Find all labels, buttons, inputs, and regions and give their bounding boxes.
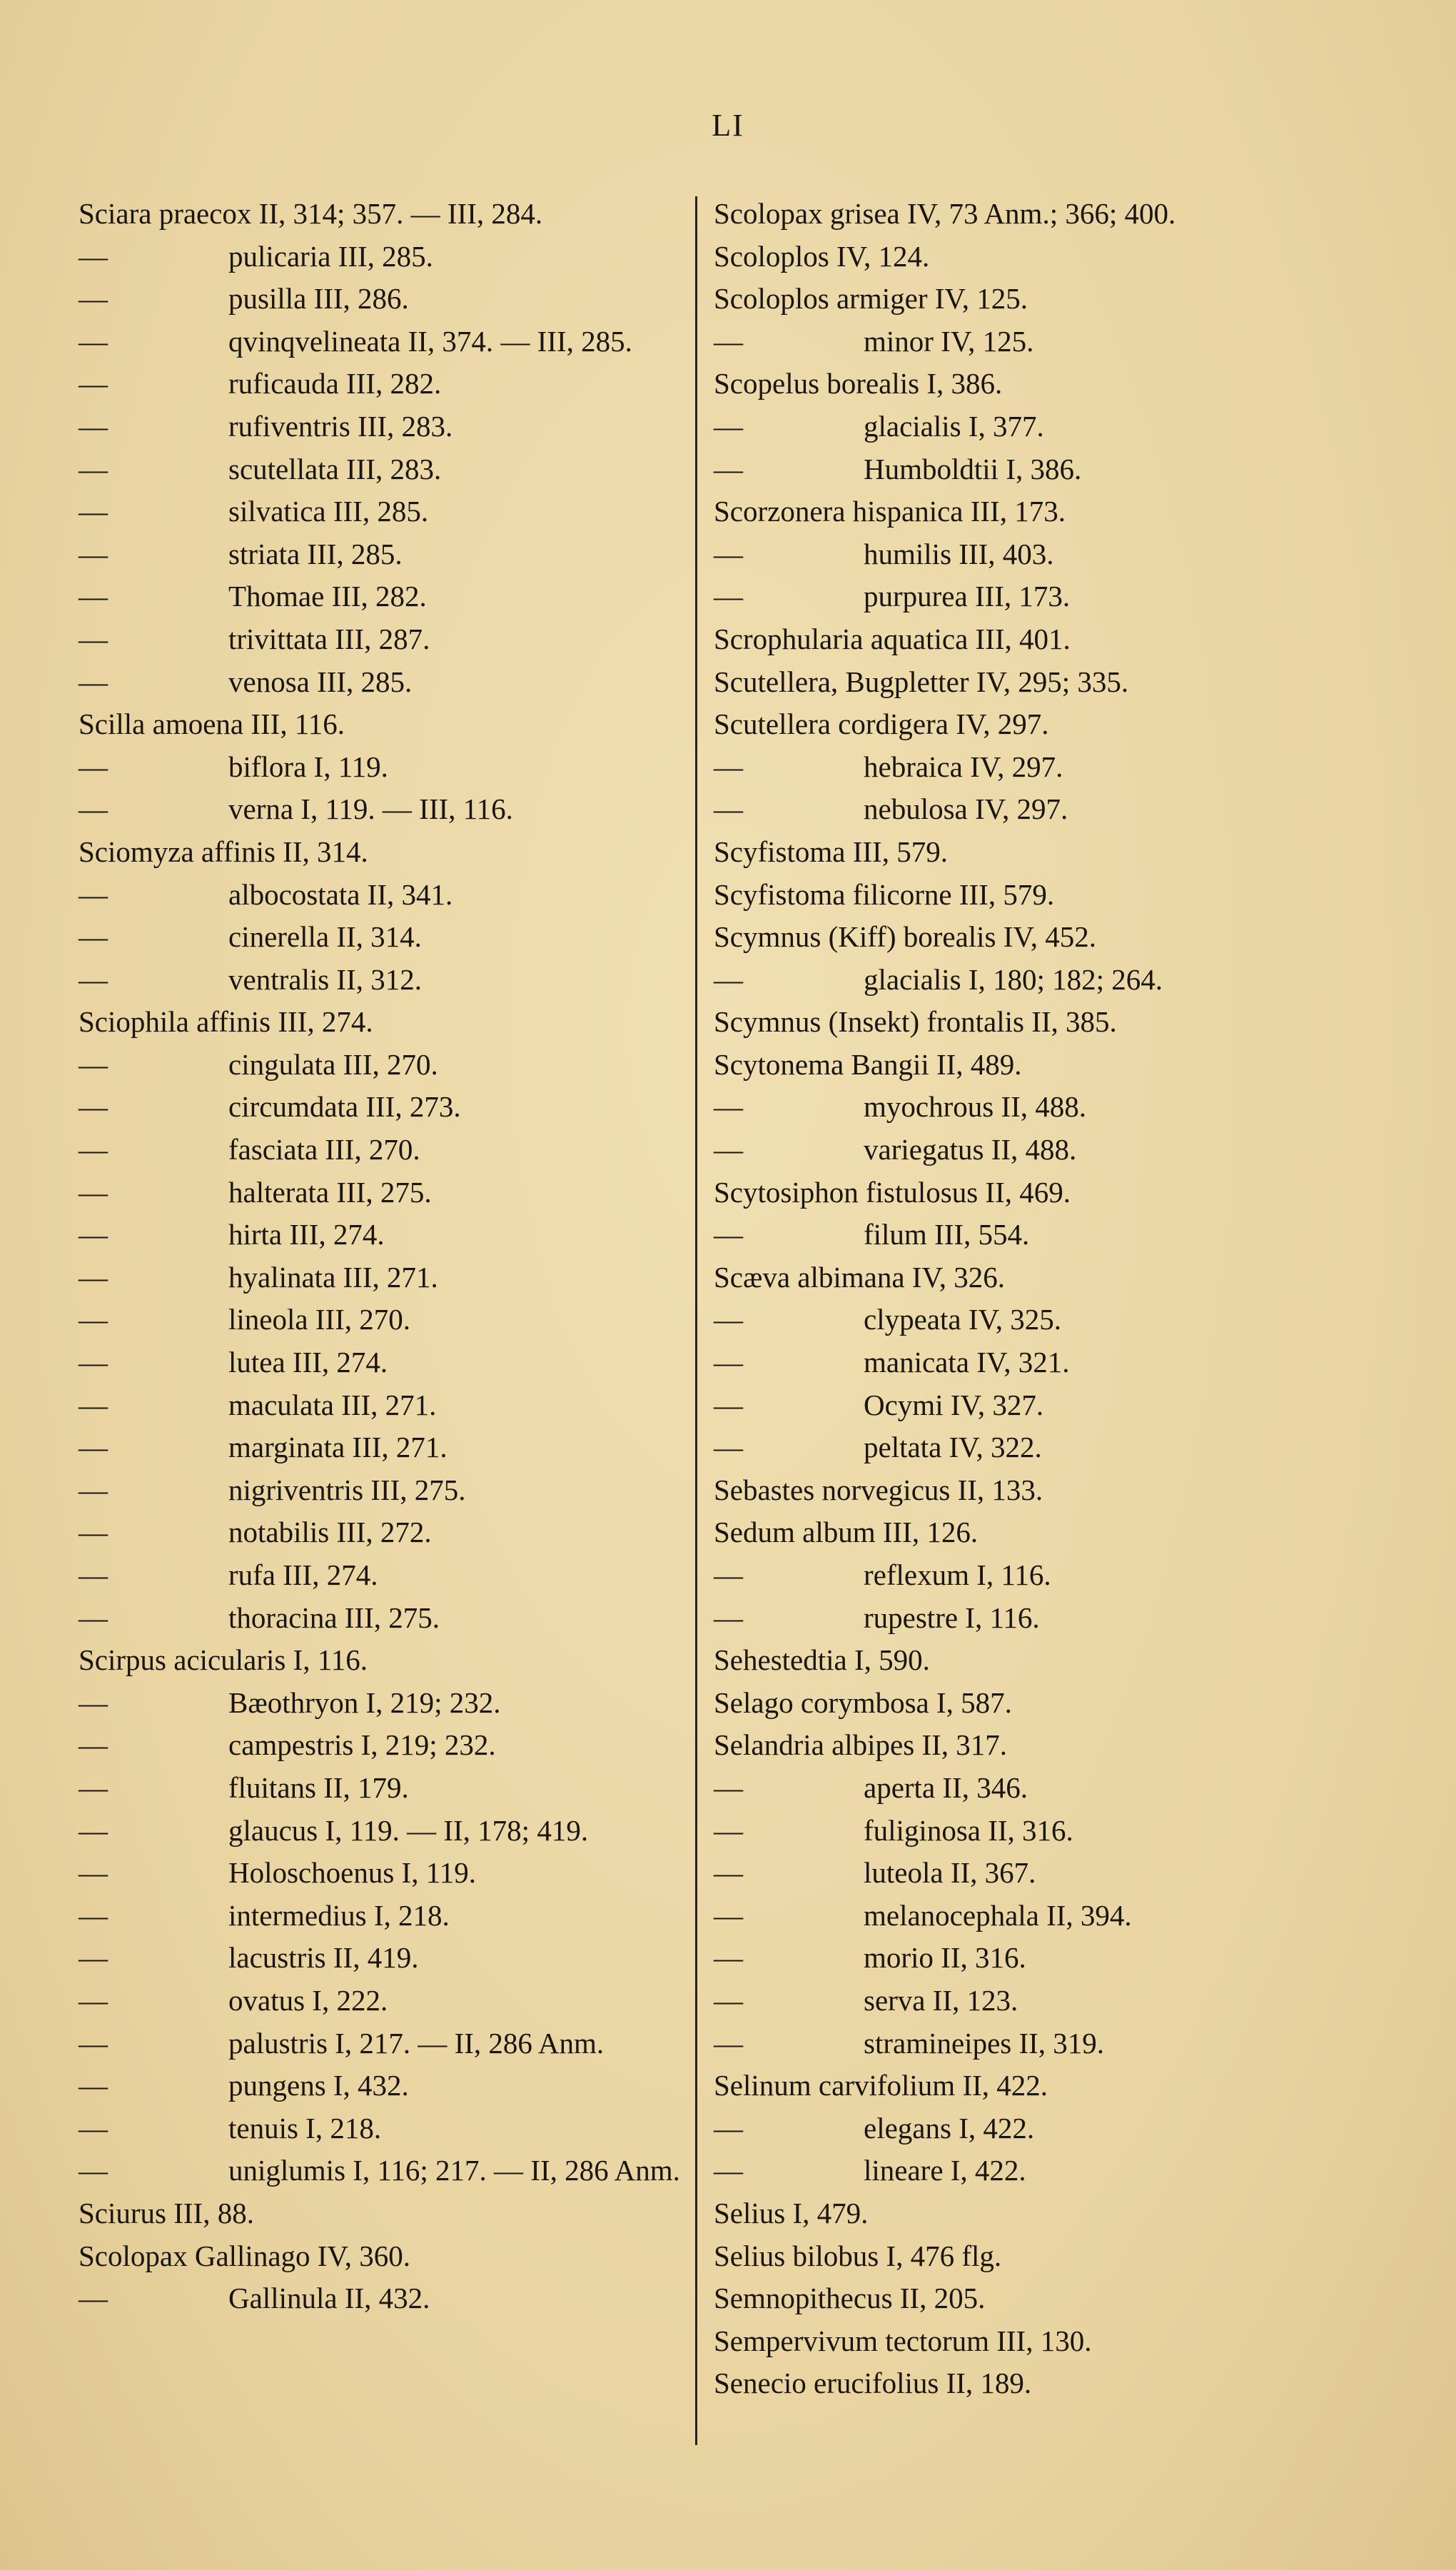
entry-text: Scytosiphon fistulosus II, 469. [714, 1175, 1071, 1209]
index-entry [714, 2065, 1342, 2107]
dash-mark: — [79, 1218, 108, 1251]
index-entry [79, 746, 689, 789]
index-entry [714, 831, 1342, 874]
entry-text: Scyfistoma III, 579. [714, 835, 948, 868]
index-entry [79, 2235, 689, 2278]
entry-text: venosa III, 285. [228, 665, 413, 698]
entry-text: Scilla amoena III, 116. [79, 707, 345, 741]
entry-text: rufa III, 274. [228, 1558, 378, 1591]
entry-text: Sciophila affinis III, 274. [79, 1005, 373, 1039]
dash-mark: — [79, 792, 108, 826]
index-entry [79, 1256, 689, 1299]
dash-mark: — [79, 367, 108, 400]
dash-mark: — [79, 324, 108, 358]
entry-text: melanocephala II, 394. [864, 1898, 1132, 1932]
index-entry [714, 1810, 1342, 1853]
index-entry [714, 1469, 1342, 1512]
entry-text: biflora I, 119. [228, 750, 388, 783]
dash-mark: — [714, 2154, 743, 2187]
entry-text: Scoloplos IV, 124. [714, 239, 930, 273]
index-entry [79, 1639, 689, 1682]
dash-mark: — [79, 2111, 108, 2145]
index-entry [79, 618, 689, 661]
index-entry [714, 1086, 1342, 1129]
entry-text: Scyfistoma filicorne III, 579. [714, 877, 1055, 911]
entry-text: Sedum album III, 126. [714, 1516, 979, 1549]
entry-text: uniglumis I, 116; 217. — II, 286 Anm. [228, 2154, 680, 2187]
index-entry [79, 2022, 689, 2065]
dash-mark: — [79, 622, 108, 655]
dash-mark: — [714, 1388, 743, 1421]
entry-text: hirta III, 274. [228, 1218, 385, 1251]
dash-mark: — [79, 1175, 108, 1209]
entry-text: lineola III, 270. [228, 1303, 411, 1336]
entry-text: marginata III, 271. [228, 1431, 448, 1464]
dash-mark: — [79, 1770, 108, 1804]
entry-text: tenuis I, 218. [228, 2111, 382, 2145]
dash-mark: — [79, 1133, 108, 1166]
index-entry [79, 1426, 689, 1469]
entry-text: hebraica IV, 297. [864, 750, 1063, 783]
entry-text: Bæothryon I, 219; 232. [228, 1685, 501, 1719]
dash-mark: — [714, 324, 743, 358]
entry-text: Sciurus III, 88. [79, 2196, 254, 2229]
index-entry [714, 2107, 1342, 2150]
entry-text: scutellata III, 283. [228, 452, 442, 485]
dash-mark: — [714, 750, 743, 783]
entry-text: fasciata III, 270. [228, 1133, 420, 1166]
entry-text: myochrous II, 488. [864, 1090, 1087, 1124]
dash-mark: — [79, 1983, 108, 2017]
dash-mark: — [79, 2282, 108, 2315]
index-entry [79, 1299, 689, 1341]
dash-mark: — [79, 580, 108, 613]
index-entry [714, 1171, 1342, 1214]
entry-text: aperta II, 346. [864, 1770, 1028, 1804]
index-entry [714, 2235, 1342, 2278]
dash-mark: — [714, 409, 743, 443]
index-entry [79, 2150, 689, 2192]
index-entry [714, 321, 1342, 363]
index-entry [79, 1767, 689, 1810]
entry-text: maculata III, 271. [228, 1388, 437, 1421]
dash-mark: — [714, 1856, 743, 1890]
dash-mark: — [79, 1516, 108, 1549]
entry-text: Thomae III, 282. [228, 580, 427, 613]
dash-mark: — [79, 1898, 108, 1932]
entry-text: trivittata III, 287. [228, 622, 430, 655]
dash-mark: — [714, 452, 743, 485]
entry-text: Scrophularia aquatica III, 401. [714, 622, 1071, 655]
entry-text: Scymnus (Kiff) borealis IV, 452. [714, 920, 1096, 954]
entry-text: silvatica III, 285. [228, 495, 429, 528]
index-entry [714, 278, 1342, 321]
entry-text: hyalinata III, 271. [228, 1260, 438, 1294]
entry-text: verna I, 119. — III, 116. [228, 792, 513, 826]
entry-text: purpurea III, 173. [864, 580, 1071, 613]
index-entry [714, 916, 1342, 959]
dash-mark: — [79, 409, 108, 443]
entry-text: manicata IV, 321. [864, 1346, 1070, 1379]
index-entry [714, 1682, 1342, 1725]
dash-mark: — [714, 537, 743, 570]
dash-mark: — [79, 1303, 108, 1336]
index-entry [714, 2277, 1342, 2320]
index-entry [79, 1724, 689, 1767]
entry-text: palustris I, 217. — II, 286 Anm. [228, 2026, 605, 2060]
left-column [79, 193, 689, 2320]
dash-mark: — [79, 1047, 108, 1081]
index-entry [714, 1980, 1342, 2022]
index-entry [79, 703, 689, 746]
index-entry [714, 618, 1342, 661]
entry-text: ovatus I, 222. [228, 1983, 388, 2017]
entry-text: Scolopax Gallinago IV, 360. [79, 2239, 410, 2272]
entry-text: Selius I, 479. [714, 2196, 869, 2229]
entry-text: glaucus I, 119. — II, 178; 419. [228, 1813, 589, 1847]
entry-text: Semnopithecus II, 205. [714, 2282, 986, 2315]
entry-text: filum III, 554. [864, 1218, 1030, 1251]
dash-mark: — [714, 962, 743, 996]
dash-mark: — [714, 1601, 743, 1634]
dash-mark: — [79, 1941, 108, 1975]
index-entry [714, 2022, 1342, 2065]
index-entry [79, 236, 689, 278]
entry-text: Selandria albipes II, 317. [714, 1728, 1008, 1762]
dash-mark: — [79, 1856, 108, 1890]
dash-mark: — [714, 1090, 743, 1124]
dash-mark: — [714, 2026, 743, 2060]
entry-text: ruficauda III, 282. [228, 367, 442, 400]
index-entry [714, 746, 1342, 789]
entry-text: lacustris II, 419. [228, 1941, 419, 1975]
index-entry [79, 1980, 689, 2022]
dash-mark: — [79, 877, 108, 911]
dash-mark: — [79, 495, 108, 528]
entry-text: stramineipes II, 319. [864, 2026, 1105, 2060]
dash-mark: — [79, 1685, 108, 1719]
index-entry [79, 2192, 689, 2235]
entry-text: striata III, 285. [228, 537, 403, 570]
index-entry [714, 1937, 1342, 1980]
entry-text: circumdata III, 273. [228, 1090, 461, 1124]
dash-mark: — [79, 239, 108, 273]
index-entry [714, 2320, 1342, 2363]
dash-mark: — [79, 1728, 108, 1762]
index-entry [79, 1554, 689, 1597]
index-entry [79, 661, 689, 704]
index-entry [714, 236, 1342, 278]
dash-mark: — [79, 962, 108, 996]
entry-text: notabilis III, 272. [228, 1516, 432, 1549]
entry-text: humilis III, 403. [864, 537, 1054, 570]
index-entry [714, 405, 1342, 448]
page-number: LI [712, 108, 744, 143]
entry-text: Scutellera, Bugpletter IV, 295; 335. [714, 665, 1129, 698]
index-entry [714, 1384, 1342, 1427]
entry-text: Scymnus (Insekt) frontalis II, 385. [714, 1005, 1117, 1039]
index-entry [714, 490, 1342, 533]
index-entry [714, 193, 1342, 236]
dash-mark: — [79, 1473, 108, 1506]
entry-text: albocostata II, 341. [228, 877, 453, 911]
index-entry [714, 533, 1342, 576]
entry-text: clypeata IV, 325. [864, 1303, 1062, 1336]
index-entry [79, 405, 689, 448]
index-entry [714, 788, 1342, 831]
entry-text: Sehestedtia I, 590. [714, 1643, 930, 1677]
entry-text: Ocymi IV, 327. [864, 1388, 1044, 1421]
index-entry [79, 533, 689, 576]
index-entry [79, 959, 689, 1002]
entry-text: halterata III, 275. [228, 1175, 432, 1209]
index-entry [79, 831, 689, 874]
index-entry [79, 874, 689, 917]
index-entry [79, 2107, 689, 2150]
index-entry [79, 1129, 689, 1171]
entry-text: variegatus II, 488. [864, 1133, 1077, 1166]
entry-text: pungens I, 432. [228, 2069, 409, 2102]
entry-text: Gallinula II, 432. [228, 2282, 430, 2315]
index-entry [79, 575, 689, 618]
index-entry [714, 363, 1342, 405]
index-entry [714, 1597, 1342, 1640]
dash-mark: — [714, 1133, 743, 1166]
dash-mark: — [79, 2154, 108, 2187]
index-entry [714, 2192, 1342, 2235]
entry-text: qvinqvelineata II, 374. — III, 285. [228, 324, 632, 358]
dash-mark: — [714, 2111, 743, 2145]
index-entry [79, 363, 689, 405]
dash-mark: — [79, 1558, 108, 1591]
index-entry [714, 1341, 1342, 1384]
dash-mark: — [79, 1346, 108, 1379]
entry-text: Scæva albimana IV, 326. [714, 1260, 1006, 1294]
index-entry [714, 874, 1342, 917]
entry-text: peltata IV, 322. [864, 1431, 1042, 1464]
index-entry [714, 1767, 1342, 1810]
dash-mark: — [79, 282, 108, 316]
index-entry [79, 1810, 689, 1853]
entry-text: Selius bilobus I, 476 flg. [714, 2239, 1002, 2272]
index-entry [79, 1001, 689, 1044]
index-entry [79, 1384, 689, 1427]
index-entry [714, 1426, 1342, 1469]
index-entry [79, 193, 689, 236]
index-entry [79, 1597, 689, 1640]
dash-mark: — [714, 1558, 743, 1591]
entry-text: glacialis I, 180; 182; 264. [864, 962, 1163, 996]
entry-text: elegans I, 422. [864, 2111, 1035, 2145]
dash-mark: — [714, 1813, 743, 1847]
index-entry [714, 1554, 1342, 1597]
index-entry [714, 1044, 1342, 1087]
dash-mark: — [714, 792, 743, 826]
index-entry [79, 1086, 689, 1129]
entry-text: cingulata III, 270. [228, 1047, 438, 1081]
entry-text: thoracina III, 275. [228, 1601, 440, 1634]
entry-text: Sempervivum tectorum III, 130. [714, 2324, 1092, 2357]
entry-text: pusilla III, 286. [228, 282, 409, 316]
dash-mark: — [79, 1601, 108, 1634]
entry-text: rupestre I, 116. [864, 1601, 1040, 1634]
index-entry [79, 2065, 689, 2107]
entry-text: fuliginosa II, 316. [864, 1813, 1073, 1847]
index-entry [79, 1469, 689, 1512]
entry-text: Scopelus borealis I, 386. [714, 367, 1003, 400]
index-entry [714, 448, 1342, 491]
index-entry [714, 959, 1342, 1002]
index-entry [714, 575, 1342, 618]
entry-text: campestris I, 219; 232. [228, 1728, 496, 1762]
index-entry [79, 1895, 689, 1937]
index-entry [714, 661, 1342, 704]
index-entry [714, 1129, 1342, 1171]
entry-text: Scolopax grisea IV, 73 Anm.; 366; 400. [714, 197, 1176, 230]
dash-mark: — [79, 665, 108, 698]
index-entry [79, 1044, 689, 1087]
index-entry [79, 916, 689, 959]
entry-text: Scorzonera hispanica III, 173. [714, 495, 1066, 528]
dash-mark: — [79, 537, 108, 570]
dash-mark: — [714, 1983, 743, 2017]
index-entry [79, 321, 689, 363]
entry-text: lineare I, 422. [864, 2154, 1026, 2187]
entry-text: glacialis I, 377. [864, 409, 1044, 443]
index-entry [714, 2362, 1342, 2405]
index-entry [714, 1001, 1342, 1044]
index-entry [79, 1682, 689, 1725]
dash-mark: — [714, 1431, 743, 1464]
dash-mark: — [79, 452, 108, 485]
index-entry [79, 1511, 689, 1554]
entry-text: Selago corymbosa I, 587. [714, 1685, 1012, 1719]
entry-text: Selinum carvifolium II, 422. [714, 2069, 1048, 2102]
index-entry [79, 1341, 689, 1384]
dash-mark: — [79, 1431, 108, 1464]
index-entry [79, 1937, 689, 1980]
entry-text: Scutellera cordigera IV, 297. [714, 707, 1049, 741]
entry-text: Senecio erucifolius II, 189. [714, 2367, 1032, 2400]
index-entry [714, 1214, 1342, 1256]
entry-text: rufiventris III, 283. [228, 409, 453, 443]
column-divider [695, 196, 697, 2445]
index-entry [714, 1724, 1342, 1767]
index-entry [79, 1214, 689, 1256]
entry-text: nigriventris III, 275. [228, 1473, 466, 1506]
entry-text: intermedius I, 218. [228, 1898, 450, 1932]
entry-text: fluitans II, 179. [228, 1770, 409, 1804]
dash-mark: — [714, 1346, 743, 1379]
index-entry [79, 490, 689, 533]
entry-text: Scirpus acicularis I, 116. [79, 1643, 368, 1677]
entry-text: cinerella II, 314. [228, 920, 422, 954]
entry-text: Sciomyza affinis II, 314. [79, 835, 368, 868]
entry-text: minor IV, 125. [864, 324, 1034, 358]
dash-mark: — [714, 1941, 743, 1975]
index-entry [79, 1171, 689, 1214]
dash-mark: — [79, 1260, 108, 1294]
entry-text: serva II, 123. [864, 1983, 1018, 2017]
index-entry [79, 1852, 689, 1895]
entry-text: Scoloplos armiger IV, 125. [714, 282, 1028, 316]
entry-text: Scytonema Bangii II, 489. [714, 1047, 1022, 1081]
index-entry [714, 2150, 1342, 2192]
entry-text: Holoschoenus I, 119. [228, 1856, 476, 1890]
dash-mark: — [79, 750, 108, 783]
entry-text: Sciara praecox II, 314; 357. — III, 284. [79, 197, 543, 230]
index-entry [714, 1639, 1342, 1682]
index-entry [79, 278, 689, 321]
dash-mark: — [79, 920, 108, 954]
index-entry [714, 1895, 1342, 1937]
entry-text: luteola II, 367. [864, 1856, 1036, 1890]
dash-mark: — [714, 1303, 743, 1336]
index-entry [714, 1852, 1342, 1895]
entry-text: reflexum I, 116. [864, 1558, 1051, 1591]
dash-mark: — [79, 1090, 108, 1124]
dash-mark: — [714, 1898, 743, 1932]
index-entry [714, 1256, 1342, 1299]
index-entry [714, 1299, 1342, 1341]
dash-mark: — [714, 1218, 743, 1251]
entry-text: Humboldtii I, 386. [864, 452, 1082, 485]
entry-text: lutea III, 274. [228, 1346, 388, 1379]
index-entry [714, 1511, 1342, 1554]
entry-text: ventralis II, 312. [228, 962, 422, 996]
index-entry [79, 2277, 689, 2320]
entry-text: nebulosa IV, 297. [864, 792, 1068, 826]
dash-mark: — [79, 2026, 108, 2060]
entry-text: pulicaria III, 285. [228, 239, 433, 273]
dash-mark: — [79, 1813, 108, 1847]
index-entry [79, 788, 689, 831]
index-entry [714, 703, 1342, 746]
dash-mark: — [714, 1770, 743, 1804]
dash-mark: — [714, 580, 743, 613]
entry-text: morio II, 316. [864, 1941, 1026, 1975]
right-column [714, 193, 1342, 2405]
index-entry [79, 448, 689, 491]
entry-text: Sebastes norvegicus II, 133. [714, 1473, 1043, 1506]
dash-mark: — [79, 1388, 108, 1421]
dash-mark: — [79, 2069, 108, 2102]
